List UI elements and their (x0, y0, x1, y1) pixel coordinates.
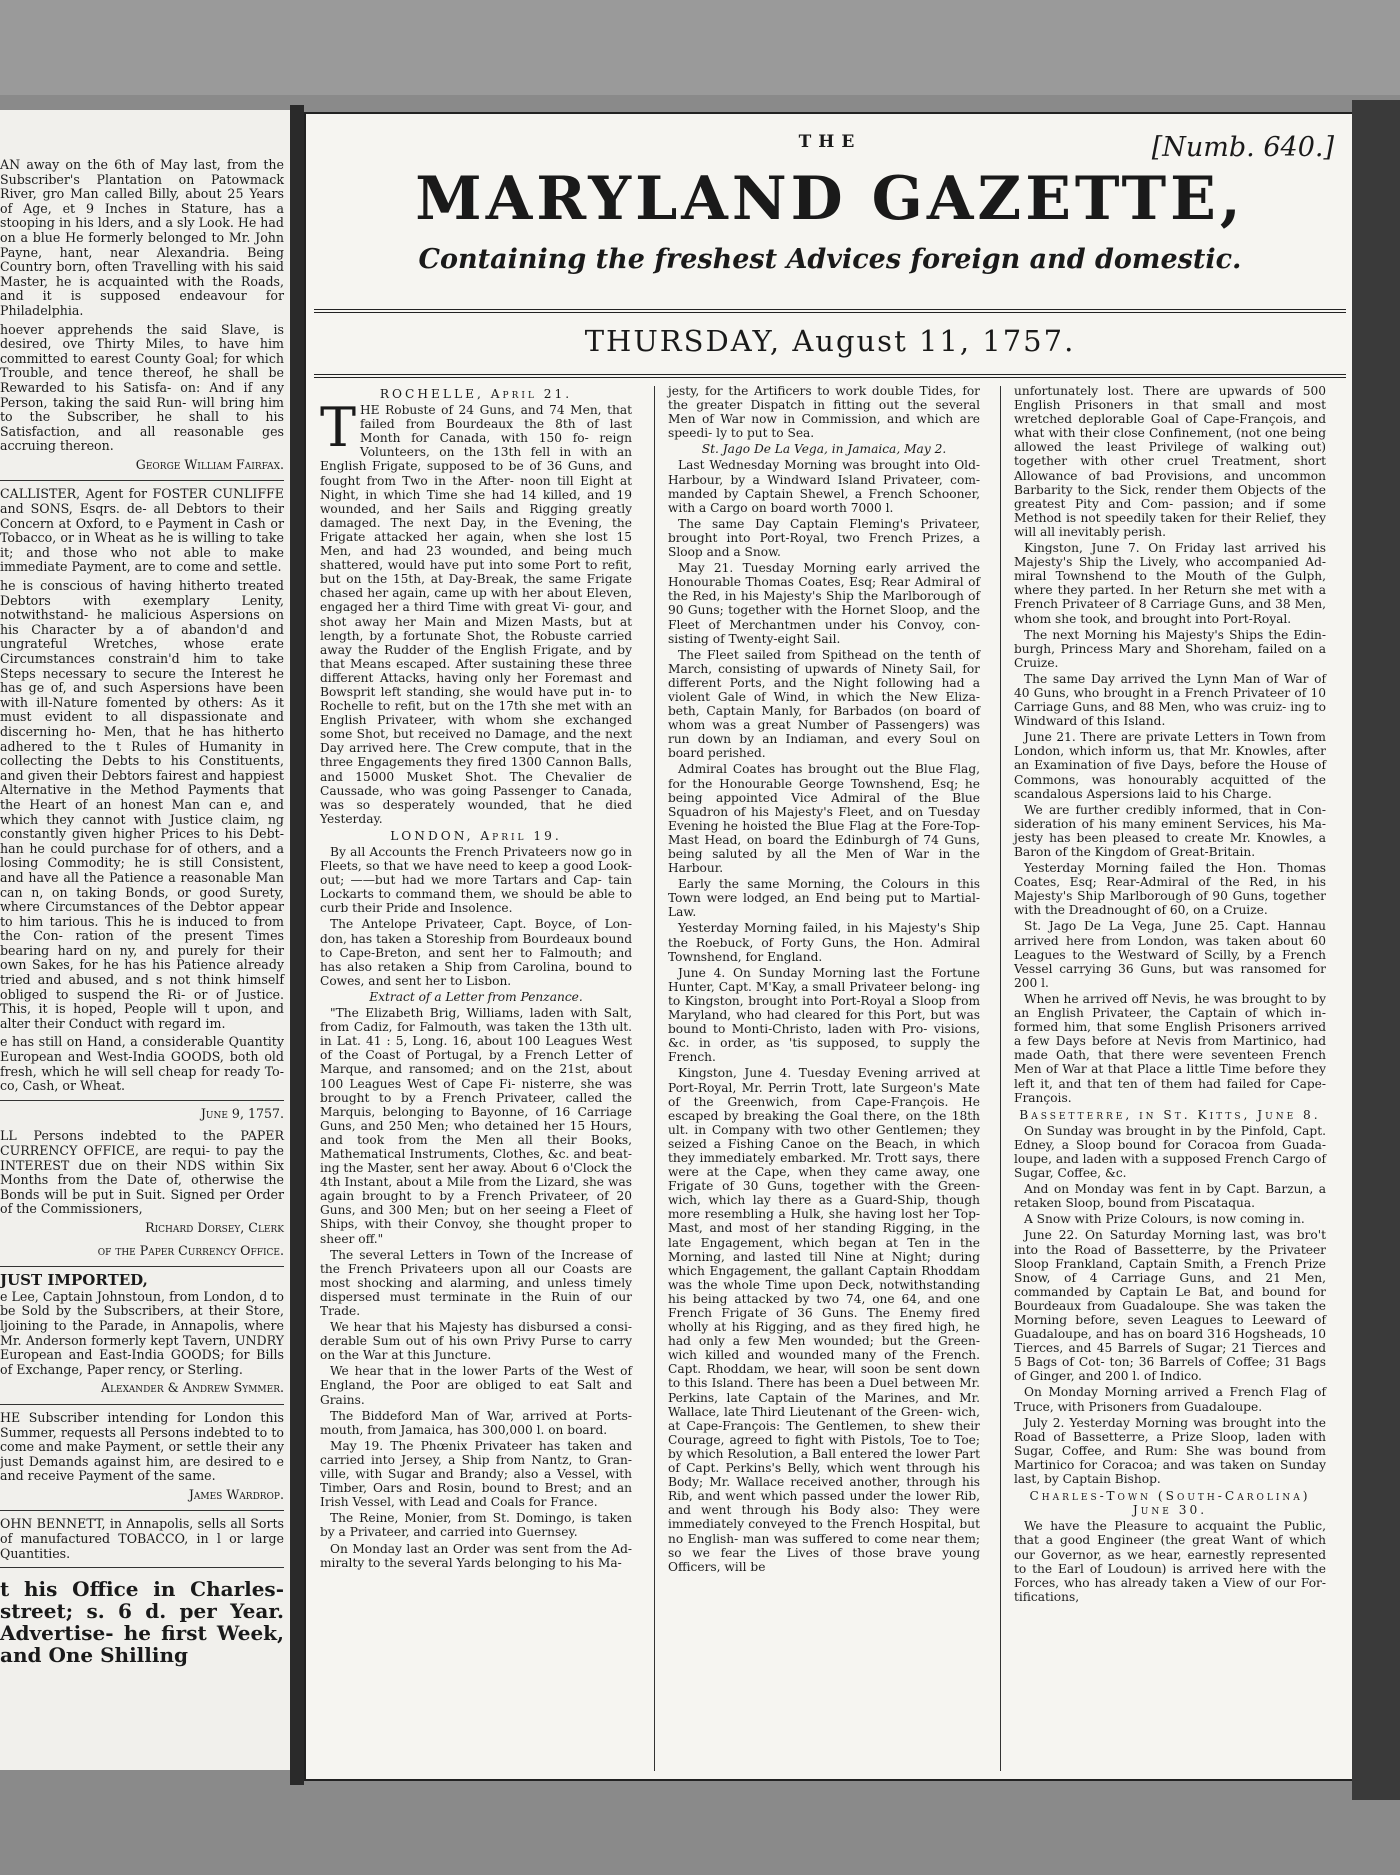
article-paragraph: Admiral Coates has brought out the Blue Flag, for the Honourable George Townshend, Esq; he being appointed Vice Admiral of the Blue Squadron of his Majesty's Fleet, and on Tuesday Evening he hoisted the Blue Flag at the Fore-Top-Mast Head, on board the Edinburgh of 74 Guns, being saluted by all the Men of War in the Harbour. (668, 762, 980, 876)
article-paragraph: June 21. There are private Letters in Town from London, which inform us, that Mr. Knowles, after an Examination of five Days, before the House of Commons, was honourably acquitted of the scandalous Aspersions laid to his Charge. (1014, 730, 1326, 801)
page-gutter (290, 105, 304, 1785)
masthead-the: THE (798, 132, 862, 152)
article-paragraph: A Snow with Prize Colours, is now coming in. (1024, 1212, 1305, 1227)
colophon: t his Office in Charles-street; s. 6 d. per Year. Advertise- he first Week, and One Shilling (0, 1577, 284, 1668)
article-subheading: Extract of a Letter from Penzance. (369, 989, 583, 1004)
signature: Alexander & Andrew Symmer. (100, 1380, 284, 1396)
masthead-title: MARYLAND GAZETTE, (415, 164, 1245, 234)
column-divider (1000, 386, 1001, 1771)
article-paragraph: "The Elizabeth Brig, Williams, laden with Salt, from Cadiz, for Falmouth, was taken the 13th ult. in Lat. 41 : 5, Long. 16, about 100 Leagues West of the Coast of Portugal, by a French Letter of Marque, and ransomed; and on the 21st, about 100 Leagues West of Cape Fi- nisterre, she was brought to by a French Privateer, called the Marquis, belonging to Bayonne, of 16 Carriage Guns, and 250 Men; who detained her 15 Hours, and took from the Men all their Books, Mathematical Instruments, Clothes, &c. and beat- ing the Master, sent her away. About 6 o'Clock the 4th Instant, about a Mile from the Lizard, she was again brought to by a French Privateer, of 20 Guns, and 300 Men; but on her seeing a Fleet of Ships, with their Convoy, she thought proper to sheer off." (320, 1006, 632, 1246)
column-2 (668, 384, 980, 1576)
article-paragraph: HE Robuste of 24 Guns, and 74 Men, that failed from Bourdeaux the 8th of last Month for Canada, with 150 fo- reign Volunteers, on the 13th fell in with an English Frigate, supposed to be of 36 Guns, and fought from Two in the After- noon till Eight at Night, in which Time she had 14 killed, and 19 wounded, and her Sails and Rigging greatly damaged. The next Day, in the Evening, the Frigate attacked her again, when she lost 15 Men, and had 23 wounded, and being much shattered, would have put into some Port to refit, but on the 15th, at Day-Break, the same Frigate chased her again, came up with her about Eleven, engaged her a third Time with great Vi- gour, and shot away her Main and Mizen Masts, but at length, by a fortunate Shot, the Robuste carried away the Rudder of the English Frigate, and by that Means escaped. After sustaining these three different Attacks, having only her Foremast and Bowsprit left standing, she would have put in- to Rochelle to refit, but on the 17th she met with an English Privateer, with whom she exchanged some Shot, but received no Damage, and the next Day arrived here. The Crew compute, that in the three Engagements they fired 1300 Cannon Balls, and 15000 Musket Shot. The Chevalier de Caussade, who was going Passenger to Canada, was so desperately wounded, that he died Yesterday. (320, 403, 632, 826)
article-paragraph: June 4. On Sunday Morning last the Fortune Hunter, Capt. M'Kay, a small Privateer belong- ing to Kingston, brought into Port-Royal a Sloop from Maryland, who had cleared for this Port, but was bound to Monti-Christo, laden with Pro- visions, &c. in order, as 'tis supposed, to supply the French. (668, 965, 980, 1065)
signature: Richard Dorsey, Clerk (145, 1219, 284, 1235)
column-3 (1014, 384, 1326, 1606)
article-paragraph: The several Letters in Town of the Increase of the French Privateers upon all our Coasts are most shocking and alarming, and unless timely dispersed must terminate in the Ruin of our Trade. (320, 1247, 632, 1318)
article-paragraph: unfortunately lost. There are upwards of 500 English Prisoners in that small and most wretched deplorable Goal of Cape-François, and what with their close Confinement, (not one being allowed the least Privilege of walking out) together with other cruel Treatment, short Allowance of bad Provisions, and uncommon Barbarity to the Sick, render them Objects of the greatest Pity and Com- passion; and if some Method is not speedily taken for their Relief, they will all inevitably perish. (1014, 384, 1326, 539)
divider (0, 1100, 284, 1101)
column-1 (320, 384, 632, 1572)
article-paragraph: On Monday last an Order was sent from the Ad- miralty to the several Yards belonging to his Ma- (320, 1541, 632, 1570)
article-paragraph: Kingston, June 7. On Friday last arrived his Majesty's Ship the Lively, who accompanied Ad- miral Townshend to the Mouth of the Gulph, where they parted. In her Return she met with a French Privateer of 8 Carriage Guns, and 38 Men, whom she took, and brought into Port-Royal. (1014, 541, 1326, 626)
article-paragraph: The Biddeford Man of War, arrived at Ports- mouth, from Jamaica, has 300,000 l. on board. (320, 1408, 632, 1437)
article-paragraph: Early the same Morning, the Colours in this Town were lodged, an End being put to Martial- Law. (668, 877, 980, 920)
dateline: THURSDAY, August 11, 1757. (584, 324, 1076, 358)
agent-notice: CALLISTER, Agent for FOSTER CUNLIFFE and SONS, Esqrs. de- all Debtors to their Concern at Oxford, to e Payment in Cash or Tobacco, or in Wheat as he is willing to take it; and those who not able to make immediate Payment, are to come and settle. (0, 486, 284, 575)
masthead-rule (314, 309, 1346, 313)
article-paragraph: The same Day arrived the Lynn Man of War of 40 Guns, who brought in a French Privateer of 10 Carriage Guns, and 88 Men, who was cruiz- ing to Windward of this Island. (1014, 671, 1326, 729)
article-paragraph: May 19. The Phœnix Privateer has taken and carried into Jersey, a Ship from Nantz, to Gran- ville, with Sugar and Brandy; also a Vessel, with Timber, Oars and Rosin, bound to Brest; and an Irish Vessel, with Lead and Coals for France. (320, 1438, 632, 1510)
left-page (0, 110, 293, 1770)
article-paragraph: The Reine, Monier, from St. Domingo, is taken by a Privateer, and carried into Guernsey. (320, 1511, 632, 1540)
article-paragraph: We are further credibly informed, that in Con- sideration of his many eminent Services, his Ma- jesty has been pleased to create Mr. Knowles, a Baron of the Kingdom of Great-Britain. (1014, 802, 1326, 859)
article-paragraph: And on Monday was fent in by Capt. Barzun, a retaken Sloop, bound from Piscataqua. (1014, 1182, 1326, 1211)
divider (0, 1404, 284, 1405)
scan-top-shadow (0, 0, 1400, 95)
dateline-rule (314, 374, 1346, 378)
divider (0, 1510, 284, 1511)
article-paragraph: By all Accounts the French Privateers now go in Fleets, so that we have need to keep a good Look-out; ——but had we more Tartars and Cap- tain Lockarts to command them, we should be able to curb their Pride and Insolence. (320, 845, 632, 916)
runaway-reward: hoever apprehends the said Slave, is desired, ove Thirty Miles, to have him committed to earest County Goal; for which Trouble, and tence thereof, he shall be Rewarded to his Satisfa- on: And if any Person, taking the said Run- will bring him to the Subscriber, he shall to his Satisfaction, and all reasonable ges accruing thereon. (0, 321, 284, 454)
departure-notice: HE Subscriber intending for London this Summer, requests all Persons indebted to to come and make Payment, or settle their any just Demands against him, are desired to e and receive Payment of the same. (0, 1409, 284, 1484)
divider (0, 1567, 284, 1568)
article-paragraph: The Antelope Privateer, Capt. Boyce, of Lon- don, has taken a Storeship from Bourdeaux bound to Cape-Breton, and sent her to Falmouth; and has also retaken a Ship from Carolina, bound to Cowes, and sent her to Lisbon. (320, 917, 632, 988)
article-paragraph: jesty, for the Artificers to work double Tides, for the greater Dispatch in fitting out the several Men of War now in Commission, and which are speedi- ly to put to Sea. (668, 384, 980, 441)
article-paragraph: The next Morning his Majesty's Ships the Edin- burgh, Princess Mary and Shoreham, failed on a Cruize. (1014, 627, 1326, 670)
article-paragraph: Yesterday Morning failed, in his Majesty's Ship the Roebuck, of Forty Guns, the Hon. Admiral Townshend, for England. (668, 921, 980, 964)
article-paragraph: When he arrived off Nevis, he was brought to by an English Privateer, the Captain of which in- formed him, that some English Prisoners arrived a few Days before at Nevis from Martinico, had made Oath, that there were seventeen French Men of War at that Place a little Time before they left it, and that ten of them had failed for Cape- François. (1014, 991, 1326, 1105)
article-paragraph: St. Jago De La Vega, June 25. Capt. Hannau arrived here from London, was taken about 60 Leagues to the Westward of Scilly, by a French Vessel carrying 36 Guns, but was ransomed for 200 l. (1014, 919, 1326, 990)
article-paragraph: The same Day Captain Fleming's Privateer, brought into Port-Royal, two French Prizes, a Sloop and a Snow. (668, 516, 980, 560)
goods-notice: e has still on Hand, a considerable Quantity European and West-India GOODS, both old fresh, which he will sell cheap for ready To- co, Cash, or Wheat. (0, 1034, 284, 1094)
article-paragraph: Last Wednesday Morning was brought into Old- Harbour, by a Windward Island Privateer, com- manded by Captain Shewel, a French Schooner, with a Cargo on board worth 7000 l. (668, 458, 980, 515)
agent-notice-body: he is conscious of having hitherto treated Debtors with exemplary Lenity, notwithstand- he malicious Aspersions on his Character by a of abandon'd and ungrateful Wretches, whose erate Circumstances constrain'd him to take Steps necessary to secure the Interest he has ge of, and such Aspersions have been with ill-Nature fomented by others: As it must evident to all dispassionate and discerning ho- Men, that he has hitherto adhered to the t Rules of Humanity in collecting the Debts to his Constituents, and given their Debtors fairest and happiest Alternative in the Method Payments that the Heart of an honest Man can e, and which they cannot with Justice claim, ng constantly given higher Prices to his Debt- han he could purchase for of others, and a losing Commodity; he is still Consistent, and have all the Patience a reasonable Man can n, on taking Bonds, or good Surety, where Circumstances of the Debtor appear to him tarious. This he is induced to from the Con- ration of the present Times bearing hard on ny, and purely for their own Sakes, for he has his Patience already tried and abused, and s not think himself obliged to suspend the Ri- or of Justice. This, it is hoped, People will t upon, and alter their Conduct with regard im. (0, 578, 284, 1031)
signature: of the Paper Currency Office. (97, 1242, 284, 1258)
notice-date: June 9, 1757. (200, 1105, 284, 1121)
article-paragraph: July 2. Yesterday Morning was brought into the Road of Bassetterre, a Prize Sloop, laden with Sugar, Coffee, and Rum: She was bound from Martinico for Coracoa; and was taken on Sunday last, by Captain Bishop. (1014, 1415, 1326, 1487)
article-paragraph: On Monday Morning arrived a French Flag of Truce, with Prisoners from Guadaloupe. (1014, 1385, 1326, 1414)
currency-office-notice: LL Persons indebted to the PAPER CURRENCY OFFICE, are requi- to pay the INTEREST due on their NDS within Six Months from the Date of, otherwise the Bonds will be put in Suit. Signed per Order of the Commissioners, (0, 1128, 284, 1217)
page-edge-shadow (1352, 100, 1400, 1800)
article-paragraph: The Fleet sailed from Spithead on the tenth of March, consisting of upwards of Ninety Sail, for different Ports, and the Night following had a violent Gale of Wind, in which the New Eliza- beth, Captain Manly, for Barbados (on board of whom was a great Number of Passengers) was run down by an Indiaman, and every Soul on board perished. (668, 647, 980, 761)
article-paragraph: We have the Pleasure to acquaint the Public, that a good Engineer (the great Want of which our Governor, as we hear, earnestly represented to the Earl of Loudoun) is arrived here with the Forces, who has already taken a View of our For- tifications, (1014, 1519, 1326, 1604)
article-paragraph: June 22. On Saturday Morning last, was bro't into the Road of Bassetterre, by the Privateer Sloop Frankland, Captain Smith, a French Prize Snow, of 4 Carriage Guns, and 21 Men, commanded by Captain Le Bat, and bound for Bourdeaux from Guadaloupe. She was taken the Morning before, seven Leagues to Leeward of Guadaloupe, and has on board 316 Hogsheads, 10 Tierces, and 45 Barrels of Sugar; 21 Tierces and 5 Bags of Cot- ton; 36 Barrels of Coffee; 31 Bags of Ginger, and 200 l. of Indico. (1014, 1228, 1326, 1384)
left-column (0, 110, 290, 1666)
signature: George William Fairfax. (135, 456, 284, 472)
dateline-place: LONDON, April 19. (390, 828, 562, 843)
issue-number: [Numb. 640.] (1151, 132, 1334, 163)
article-paragraph: May 21. Tuesday Morning early arrived the Honourable Thomas Coates, Esq; Rear Admiral of the Red, in his Majesty's Ship the Marlborough of 90 Guns; together with the Hornet Sloop, and the Fleet of Merchantmen under his Convoy, con- sisting of Twenty-eight Sail. (668, 561, 980, 646)
article-subheading: St. Jago De La Vega, in Jamaica, May 2. (701, 442, 947, 457)
dateline-place: Bassetterre, in St. Kitts, June 8. (1019, 1107, 1321, 1122)
tobacco-notice: OHN BENNETT, in Annapolis, sells all Sorts of manufactured TOBACCO, in l or large Quantities. (0, 1516, 284, 1561)
divider (0, 1266, 284, 1267)
article-paragraph: We hear that his Majesty has disbursed a consi- derable Sum out of his own Privy Purse to carry on the War at this Juncture. (320, 1320, 632, 1363)
drop-cap: T (320, 396, 357, 460)
signature: James Wardrop. (188, 1486, 284, 1502)
notice-heading: JUST IMPORTED, (0, 1271, 148, 1290)
article-paragraph: On Sunday was brought in by the Pinfold, Capt. Edney, a Sloop bound for Coracoa from Guada- loupe, and laden with a supposed French Cargo of Sugar, Coffee, &c. (1014, 1123, 1326, 1181)
dateline-place: ROCHELLE, April 21. (379, 387, 573, 401)
divider (0, 480, 284, 481)
import-notice: e Lee, Captain Johnstoun, from London, d to be Sold by the Subscribers, at their Store, ljoining to the Parade, in Annapolis, where Mr. Anderson formerly kept Tavern, UNDRY European and East-India GOODS; for Bills of Exchange, Paper rency, or Sterling. (0, 1288, 284, 1377)
column-divider (654, 386, 655, 1771)
article-paragraph: Kingston, June 4. Tuesday Evening arrived at Port-Royal, Mr. Perrin Trott, late Surgeon's Mate of the Greenwich, from Cape-François. He escaped by breaking the Goal there, on the 18th ult. in Company with two other Gentlemen; they seized a Fishing Canoe on the Beach, in which they immediately embarked. Mr. Trott says, there were at the Cape, when they came away, one Frigate of 30 Guns, together with the Green- wich, which lay there as a Guard-Ship, though more resembling a Hulk, she having lost her Top- Mast, and most of her standing Rigging, in the late Engagement, which began at Ten in the Morning, and lasted till Nine at Night; during which Engagement, the gallant Captain Rhoddam was the whole Time upon Deck, notwithstanding his being attacked by two 74, one 64, and one French Frigate of 36 Guns. The Enemy fired wholly at his Rigging, and as they fired high, he had only a few Men wounded; but the Green- wich killed and wounded many of the French. Capt. Rhoddam, we hear, will soon be sent down to this Island. There has been a Duel between Mr. Perkins, late Captain of the Marines, and Mr. Wallace, late Third Lieutenant of the Green- wich, at Cape-François: The Gentlemen, to shew their Courage, agreed to fight with Pistols, Toe to Toe; by which Resolution, a Ball entered the lower Part of Capt. Perkins's Belly, which went through his Body; Mr. Wallace received another, through his Rib, and went which passed under the lower Rib, and went through his Body also: They were immediately conveyed to the French Hospital, but no English- man was suffered to come near them; so we fear the Lives of those brave young Officers, will be (668, 1066, 980, 1574)
article-paragraph: Yesterday Morning failed the Hon. Thomas Coates, Esq; Rear-Admiral of the Red, in his Majesty's Ship Marlborough of 90 Guns, together with the Dreadnought of 60, on a Cruize. (1014, 861, 1326, 918)
dateline-place: Charles-Town (South-Carolina) June 30. (1029, 1489, 1311, 1518)
article-paragraph: We hear that in the lower Parts of the West of England, the Poor are obliged to eat Salt and Grains. (320, 1364, 632, 1407)
right-page (304, 112, 1356, 1781)
runaway-notice: AN away on the 6th of May last, from the Subscriber's Plantation on Patowmack River, gro Man called Billy, about 25 Years of Age, et 9 Inches in Stature, has a stooping in his lders, and a sly Look. He had on a blue He formerly belonged to Mr. John Payne, hant, near Alexandria. Being Country born, often Travelling with his said Master, he is acquainted with the Roads, and it is supposed endeavour for Philadelphia. (0, 157, 284, 318)
masthead-subtitle: Containing the freshest Advices foreign and domestic. (418, 244, 1242, 275)
